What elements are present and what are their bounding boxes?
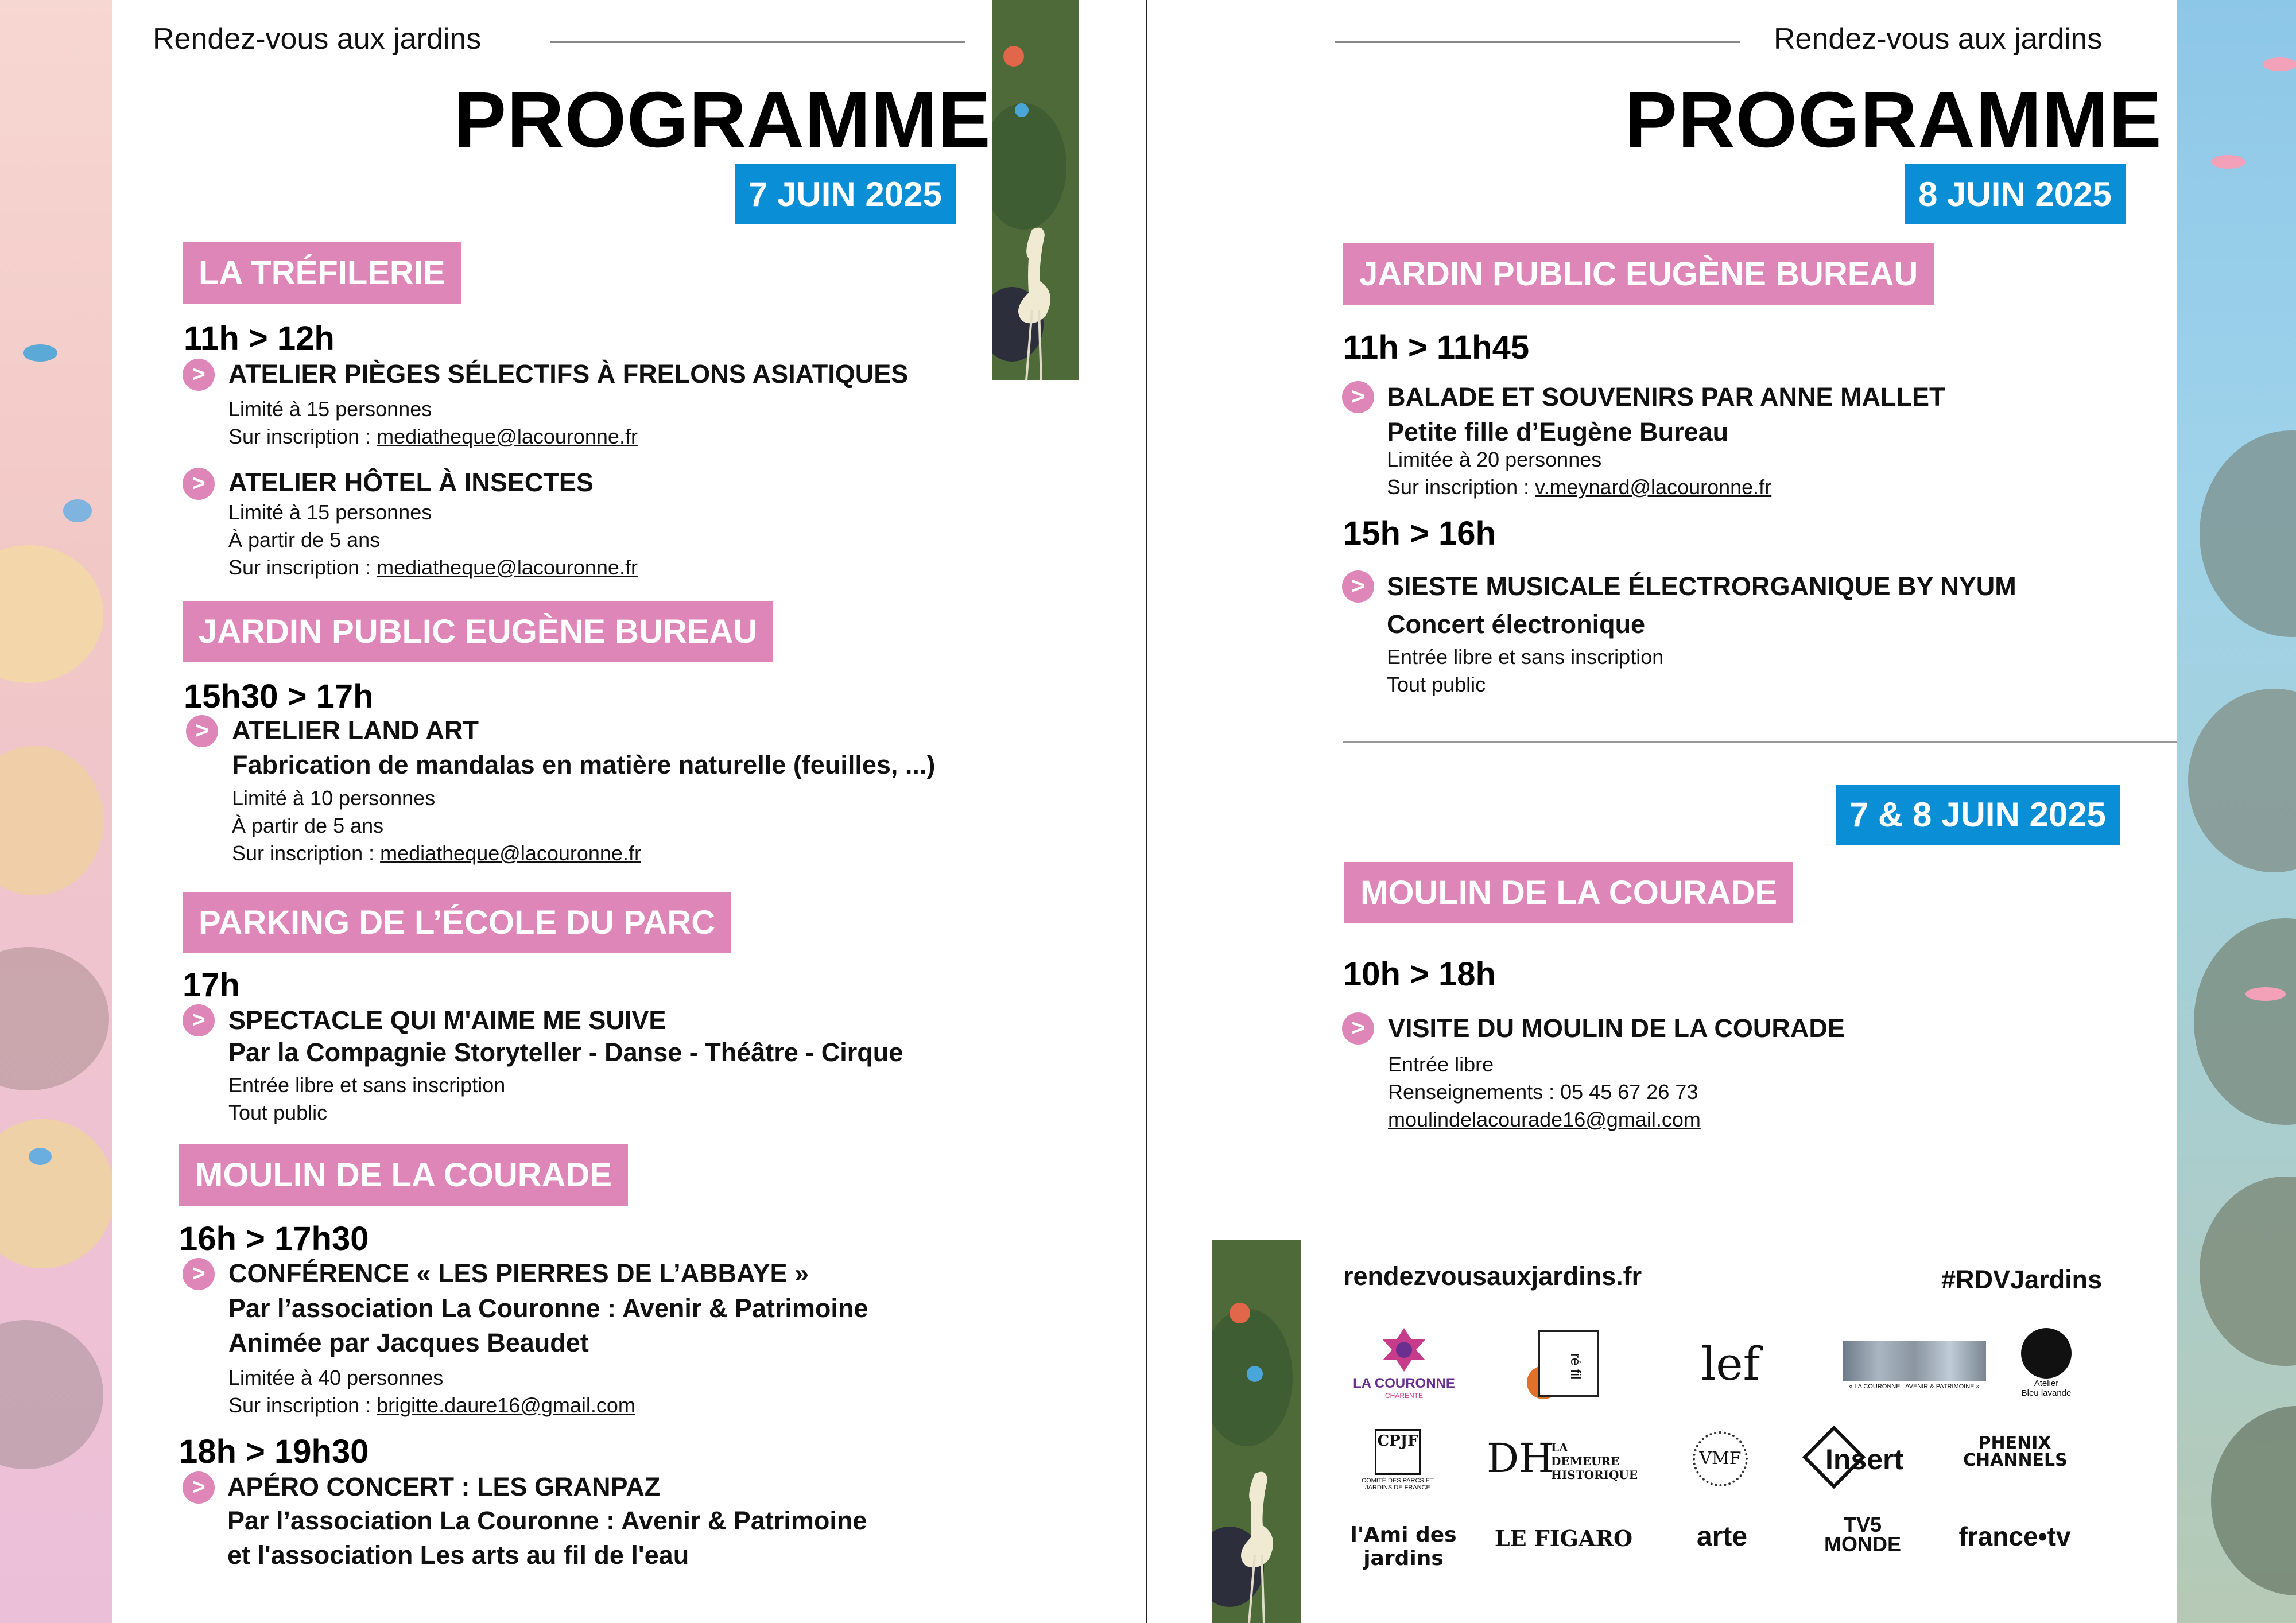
event-subtitle: Concert électronique [1387, 609, 1646, 639]
time-slot: 15h30 > 17h [184, 678, 374, 715]
phenix-channels-logo: PHENIX CHANNELS [1963, 1433, 2068, 1470]
atelier-bleu-lavande-logo: Atelier Bleu lavande [2003, 1328, 2089, 1398]
time-slot: 18h > 19h30 [179, 1433, 369, 1470]
chevron-icon: > [183, 1004, 215, 1036]
chevron-icon: > [183, 359, 215, 391]
time-slot: 11h > 12h [184, 320, 335, 357]
event-info: Entrée libre et sans inscription [228, 1073, 506, 1097]
event-info: Limité à 15 personnes [228, 397, 432, 421]
event-title: ATELIER PIÈGES SÉLECTIFS À FRELONS ASIATIQUES [228, 359, 909, 389]
venue-label: JARDIN PUBLIC EUGÈNE BUREAU [183, 601, 773, 662]
event-info: À partir de 5 ans [228, 528, 381, 552]
venue-label: PARKING DE L’ÉCOLE DU PARC [183, 892, 731, 953]
event-subtitle: Fabrication de mandalas en matière naturelle (feuilles, ...) [232, 750, 936, 779]
chevron-icon: > [183, 1471, 215, 1504]
time-slot: 10h > 18h [1343, 956, 1496, 993]
event-subtitle: Par l’association La Couronne : Avenir & Patrimoine [228, 1294, 868, 1323]
chevron-icon: > [1342, 570, 1374, 603]
event-subtitle: Par l’association La Couronne : Avenir & Patrimoine [227, 1506, 867, 1535]
chevron-icon: > [1342, 1012, 1374, 1045]
right-decorative-band [2177, 0, 2296, 1623]
page-divider [1146, 0, 1147, 1623]
email-link[interactable]: moulindelacourade16@gmail.com [1388, 1108, 1701, 1131]
time-slot: 17h [183, 966, 240, 1004]
event-inscription: Sur inscription : brigitte.daure16@gmail.com [228, 1393, 635, 1417]
header-label: Rendez-vous aux jardins [153, 22, 482, 56]
event-info: À partir de 5 ans [232, 814, 384, 837]
date-badge: 7 & 8 JUIN 2025 [1836, 785, 2120, 845]
crane-icon [1212, 1463, 1301, 1623]
le-figaro-logo: LE FIGARO [1494, 1525, 1633, 1551]
event-inscription: Sur inscription : v.meynard@lacouronne.fr [1387, 475, 1772, 499]
header-rule [550, 41, 965, 43]
venue-label: LA TRÉFILERIE [183, 242, 461, 304]
email-link[interactable]: mediatheque@lacouronne.fr [377, 556, 638, 579]
la-couronne-logo: LA COURONNE CHARENTE [1347, 1327, 1461, 1400]
event-info: Entrée libre et sans inscription [1387, 645, 1664, 669]
ami-des-jardins-logo: l'Ami des jardins [1350, 1523, 1457, 1570]
page-title: PROGRAMME [453, 76, 991, 164]
ref-logo: ré fil [1527, 1330, 1613, 1399]
lef-logo: lef [1701, 1337, 1760, 1391]
event-inscription: Sur inscription : mediatheque@lacouronne.fr [232, 841, 641, 865]
section-divider [1343, 741, 2177, 743]
arte-logo: arte [1696, 1521, 1748, 1552]
vmf-logo: VMF [1683, 1431, 1758, 1483]
event-info: Entrée libre [1388, 1053, 1494, 1076]
time-slot: 11h > 11h45 [1343, 329, 1530, 366]
event-title: APÉRO CONCERT : LES GRANPAZ [227, 1472, 661, 1501]
crane-icon [992, 218, 1079, 380]
event-subtitle: Par la Compagnie Storyteller - Danse - Théâtre - Cirque [228, 1038, 903, 1067]
event-title: VISITE DU MOULIN DE LA COURADE [1388, 1014, 1845, 1043]
event-subtitle: Animée par Jacques Beaudet [228, 1328, 589, 1357]
crane-illustration-bottom [1212, 1240, 1301, 1623]
time-slot: 15h > 16h [1343, 515, 1496, 552]
event-inscription: Sur inscription : mediatheque@lacouronne.fr [228, 556, 638, 579]
chevron-icon: > [1342, 381, 1374, 413]
time-slot: 16h > 17h30 [179, 1220, 369, 1257]
event-subtitle: et l'association Les arts au fil de l'eau [227, 1540, 689, 1570]
venue-label: JARDIN PUBLIC EUGÈNE BUREAU [1343, 243, 1934, 305]
tv5-monde-logo: TV5 MONDE [1824, 1513, 1901, 1556]
event-title: SIESTE MUSICALE ÉLECTRORGANIQUE BY NYUM [1387, 572, 2016, 601]
venue-label: MOULIN DE LA COURADE [179, 1144, 628, 1206]
chevron-icon: > [183, 468, 215, 500]
crane-illustration-top [992, 0, 1079, 380]
event-title: SPECTACLE QUI M'AIME ME SUIVE [228, 1005, 666, 1035]
date-badge: 8 JUIN 2025 [1905, 164, 2126, 224]
insert-logo: Insert [1802, 1426, 1929, 1489]
hashtag: #RDVJardins [1941, 1265, 2103, 1294]
event-info: Limité à 10 personnes [232, 786, 436, 810]
event-info: Limitée à 40 personnes [228, 1366, 444, 1389]
event-title: BALADE ET SOUVENIRS PAR ANNE MALLET [1387, 382, 1945, 411]
event-info: Limité à 15 personnes [228, 500, 432, 524]
la-couronne-icon [1378, 1327, 1430, 1373]
email-link[interactable]: brigitte.daure16@gmail.com [377, 1393, 635, 1417]
header-rule [1335, 41, 1740, 43]
event-title: ATELIER LAND ART [232, 716, 479, 745]
event-title: ATELIER HÔTEL À INSECTES [228, 468, 594, 497]
event-subtitle: Petite fille d’Eugène Bureau [1387, 417, 1729, 446]
chevron-icon: > [186, 715, 218, 747]
email-link[interactable]: v.meynard@lacouronne.fr [1535, 475, 1772, 499]
website-link[interactable]: rendezvousauxjardins.fr [1343, 1261, 1642, 1291]
date-badge: 7 JUIN 2025 [735, 164, 956, 224]
venue-label: MOULIN DE LA COURADE [1344, 862, 1793, 923]
email-link[interactable]: mediatheque@lacouronne.fr [377, 425, 638, 448]
event-info: Renseignements : 05 45 67 26 73 [1388, 1080, 1698, 1104]
event-inscription: Sur inscription : mediatheque@lacouronne.fr [228, 425, 638, 448]
left-decorative-band [0, 0, 112, 1623]
page-title: PROGRAMME [1624, 76, 2162, 164]
email-link[interactable]: mediatheque@lacouronne.fr [380, 841, 641, 865]
event-info: Tout public [228, 1101, 328, 1124]
france-tv-logo: france•tv [1958, 1521, 2071, 1551]
avenir-patrimoine-logo: « LA COURONNE : AVENIR & PATRIMOINE » [1843, 1341, 1986, 1390]
event-title: CONFÉRENCE « LES PIERRES DE L’ABBAYE » [228, 1259, 809, 1288]
event-info: Tout public [1387, 673, 1486, 696]
header-label: Rendez-vous aux jardins [1774, 22, 2103, 56]
cpjf-logo: CPJF COMITÉ DES PARCS ET JARDINS DE FRANCE [1355, 1429, 1441, 1491]
demeure-historique-logo: DH LA DEMEURE HISTORIQUE [1487, 1435, 1638, 1482]
event-info: Limitée à 20 personnes [1387, 448, 1602, 471]
chevron-icon: > [183, 1258, 215, 1290]
